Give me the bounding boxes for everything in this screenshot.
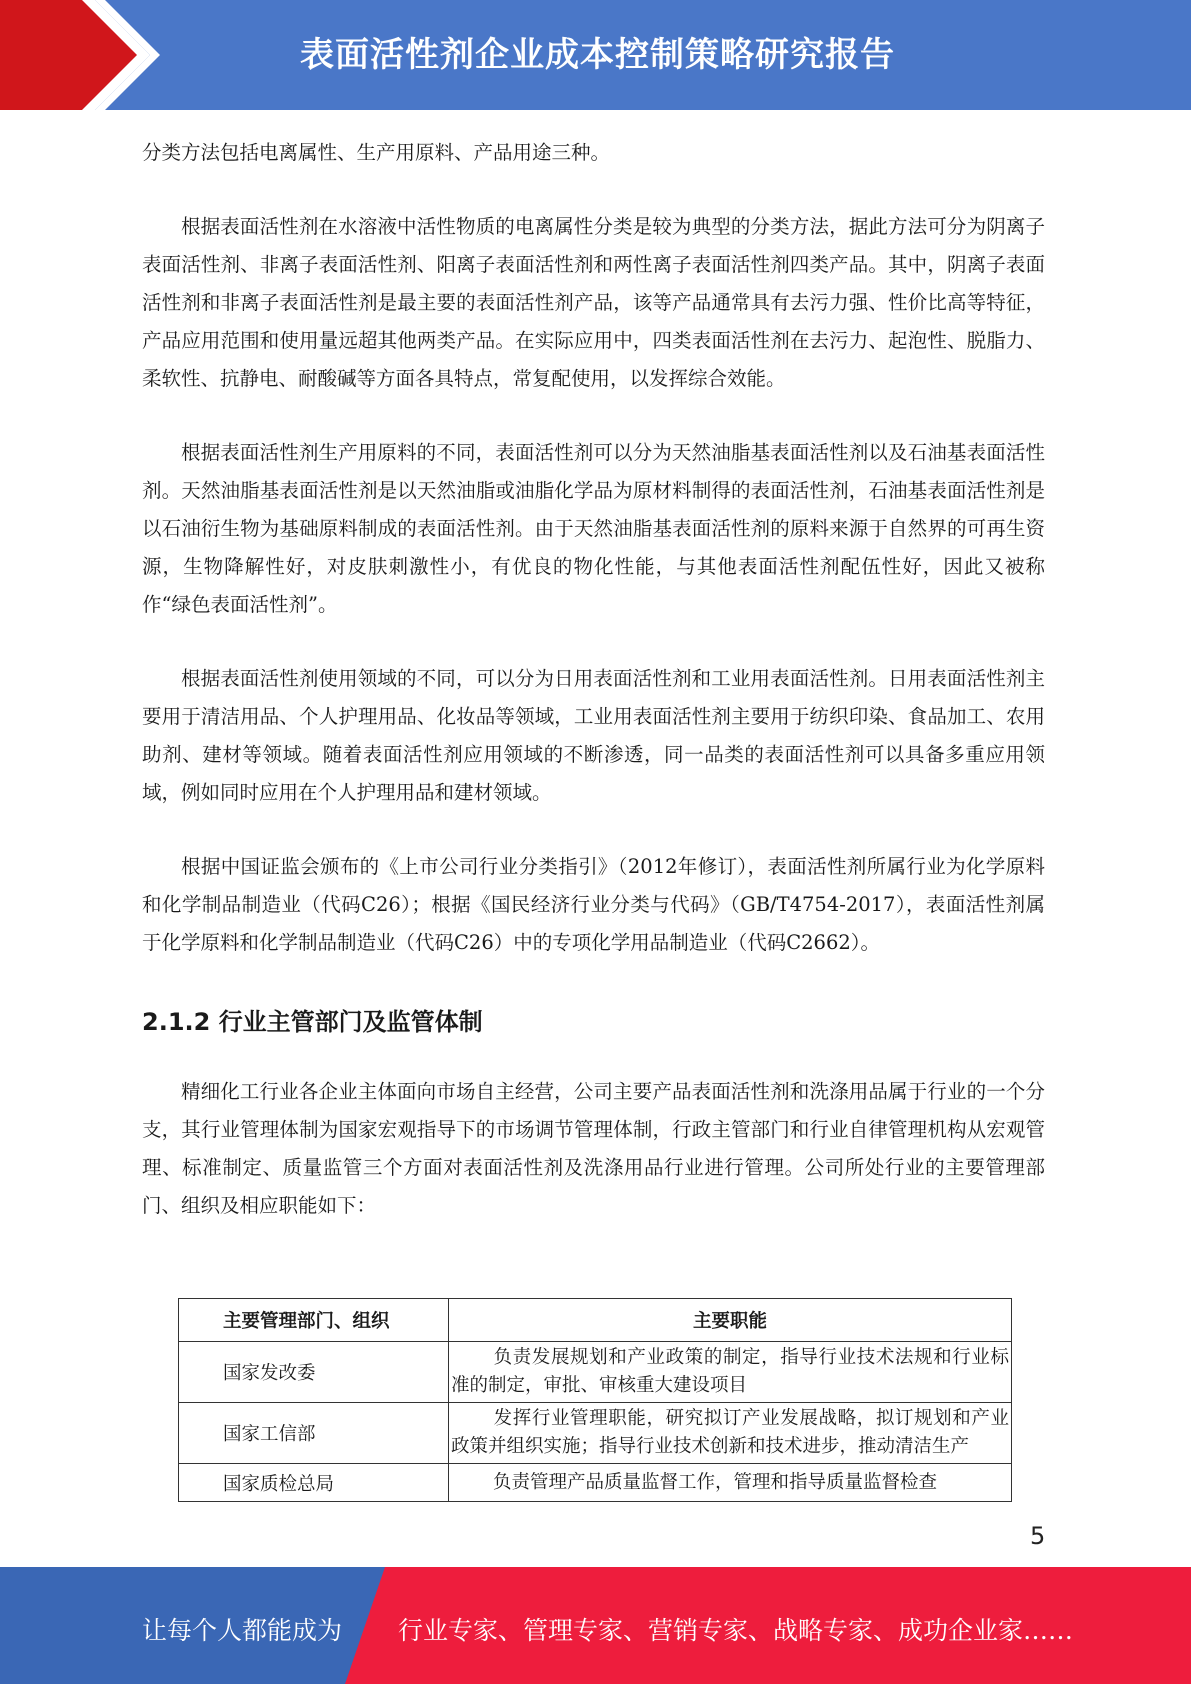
table-cell-dept: 国家工信部 [179, 1403, 449, 1464]
table-row [179, 1464, 1012, 1502]
paragraph: 根据表面活性剂在水溶液中活性物质的电离属性分类是较为典型的分类方法，据此方法可分为阴离子表面活性剂、非离子表面活性剂、阳离子表面活性剂和两性离子表面活性剂四类产品。其中，阴离子表面活性剂和非离子表面活性剂是最主要的表面活性剂产品，该等产品通常具有去污力强、性价比高等特征，产品应用范围和使用量远超其他两类产品。在实际应用中，四类表面活性剂在去污力、起泡性、脱脂力、柔软性、抗静电、耐酸碱等方面各具特点，常复配使用，以发挥综合效能。 [142, 215, 1045, 390]
table-cell-duty [449, 1342, 1012, 1403]
report-title: 表面活性剂企业成本控制策略研究报告 [300, 35, 895, 75]
table-header-duty: 主要职能 [449, 1299, 1012, 1342]
table-header-dept: 主要管理部门、组织 [179, 1299, 449, 1342]
table-cell-dept: 国家发改委 [179, 1342, 449, 1403]
duty-text: 负责管理产品质量监督工作，管理和指导质量监督检查 [493, 1471, 938, 1493]
table-cell-dept: 国家质检总局 [179, 1464, 449, 1502]
paragraph: 根据中国证监会颁布的《上市公司行业分类指引》（2012年修订），表面活性剂所属行业为化学原料和化学制品制造业（代码C26）；根据《国民经济行业分类与代码》（GB/T4754-2017），表面活性剂属于化学原料和化学制品制造业（代码C26）中的专项化学用品制造业（代码C2662）。 [142, 855, 1045, 954]
table-row [179, 1403, 1012, 1464]
page-body [142, 134, 1045, 1225]
paragraph: 根据表面活性剂生产用原料的不同，表面活性剂可以分为天然油脂基表面活性剂以及石油基表面活性剂。天然油脂基表面活性剂是以天然油脂或油脂化学品为原材料制得的表面活性剂，石油基表面活性剂是以石油衍生物为基础原料制成的表面活性剂。由于天然油脂基表面活性剂的原料来源于自然界的可再生资源，生物降解性好，对皮肤刺激性小，有优良的物化性能，与其他表面活性剂配伍性好，因此又被称作“绿色表面活性剂”。 [142, 441, 1045, 616]
department-table [178, 1298, 1012, 1502]
table-cell-duty [449, 1403, 1012, 1464]
footer-slogan-right: 行业专家、管理专家、营销专家、战略专家、成功企业家…… [398, 1616, 1074, 1645]
duty-text: 负责发展规划和产业政策的制定，指导行业技术法规和行业标准的制定，审批、审核重大建设项目 [451, 1347, 1009, 1396]
page-number: 5 [1030, 1522, 1046, 1550]
table-row [179, 1342, 1012, 1403]
table-cell-duty [449, 1464, 1012, 1502]
table-header-row [179, 1299, 1012, 1342]
paragraph: 根据表面活性剂使用领域的不同，可以分为日用表面活性剂和工业用表面活性剂。日用表面活性剂主要用于清洁用品、个人护理用品、化妆品等领域，工业用表面活性剂主要用于纺织印染、食品加工、农用助剂、建材等领域。随着表面活性剂应用领域的不断渗透，同一品类的表面活性剂可以具备多重应用领域，例如同时应用在个人护理用品和建材领域。 [142, 667, 1045, 804]
footer-banner [0, 1567, 1191, 1684]
header-banner [0, 0, 1191, 110]
paragraph: 精细化工行业各企业主体面向市场自主经营，公司主要产品表面活性剂和洗涤用品属于行业的一个分支，其行业管理体制为国家宏观指导下的市场调节管理体制，行政主管部门和行业自律管理机构从宏观管理、标准制定、质量监管三个方面对表面活性剂及洗涤用品行业进行管理。公司所处行业的主要管理部门、组织及相应职能如下： [142, 1080, 1045, 1217]
section-heading: 2.1.2 行业主管部门及监管体制 [142, 1008, 483, 1036]
paragraph: 分类方法包括电离属性、生产用原料、产品用途三种。 [142, 141, 611, 164]
duty-text: 发挥行业管理职能，研究拟订产业发展战略，拟订规划和产业政策并组织实施；指导行业技术创新和技术进步，推动清洁生产 [451, 1408, 1009, 1457]
footer-slogan-left: 让每个人都能成为 [142, 1616, 343, 1645]
